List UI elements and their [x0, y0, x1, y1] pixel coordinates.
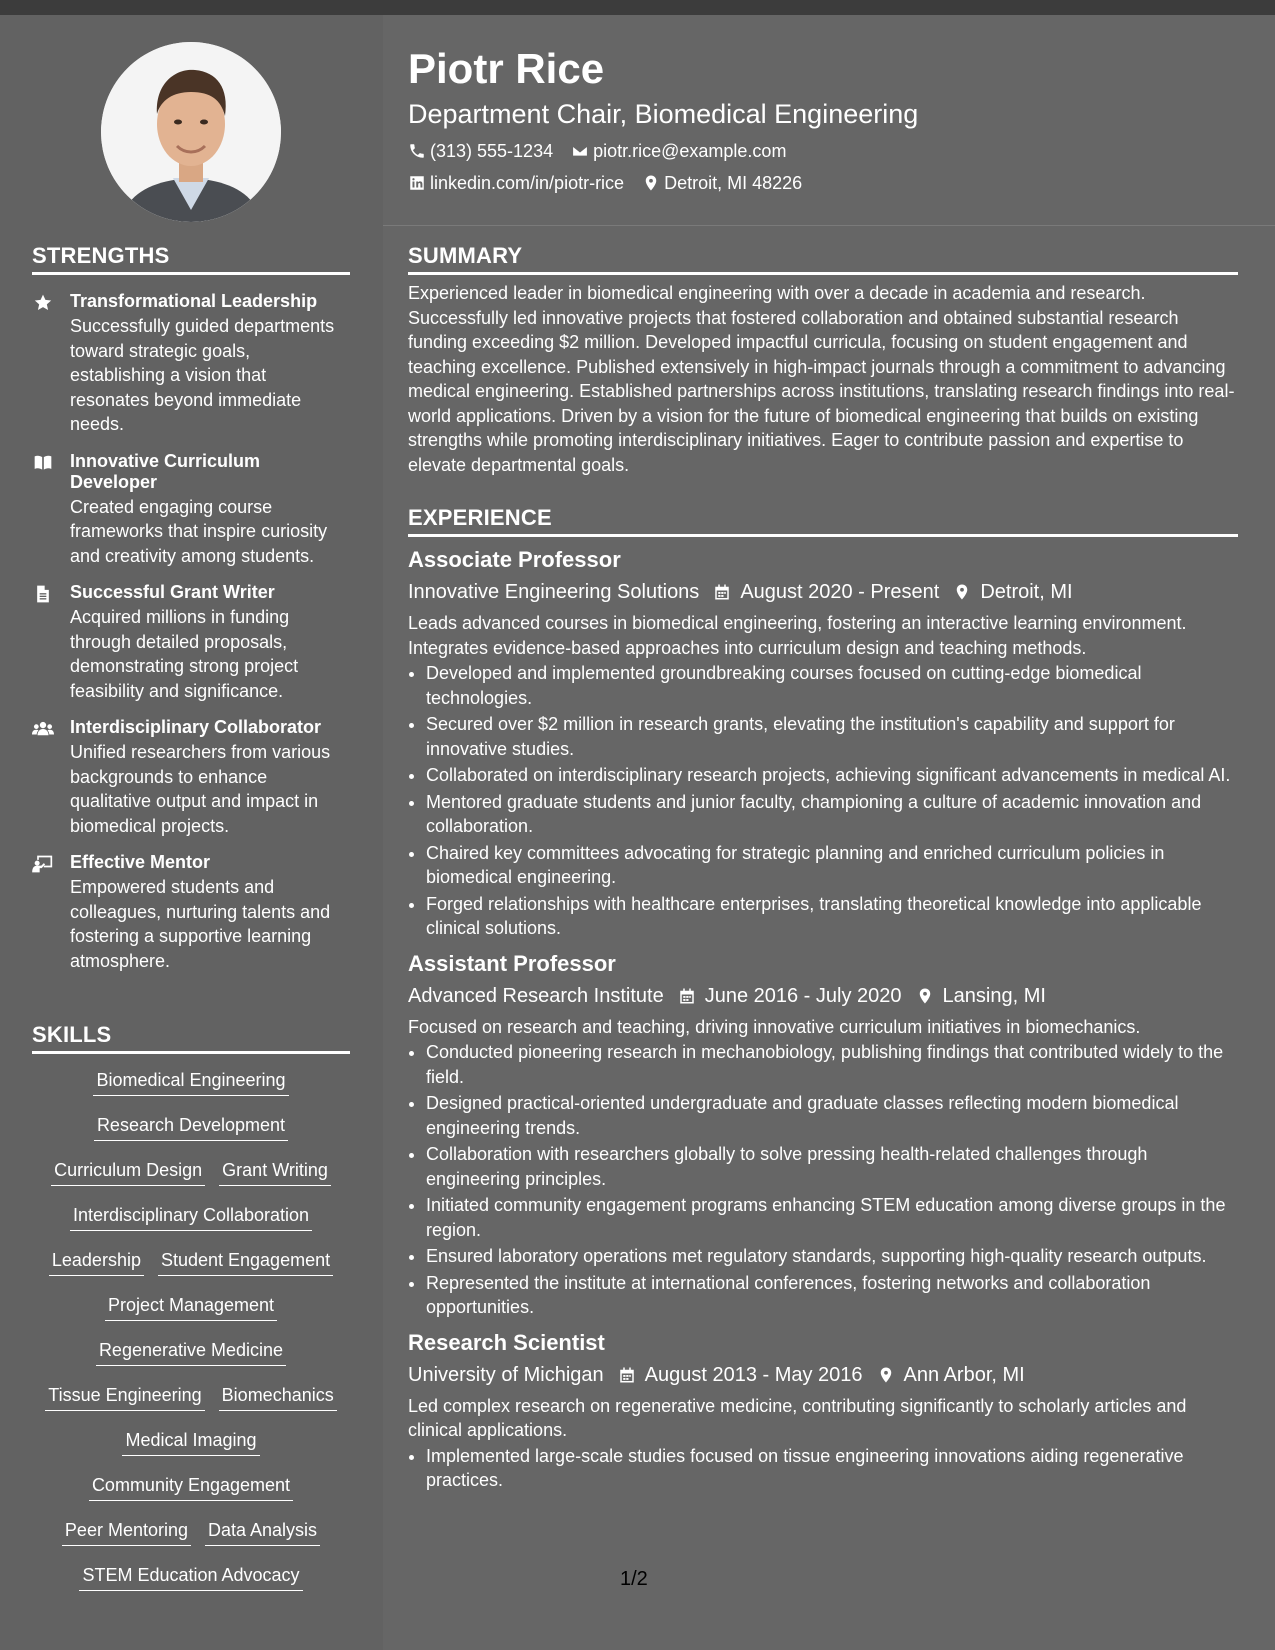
teacher-icon: [32, 852, 70, 973]
header-divider: [383, 225, 1275, 226]
skill-tag: Peer Mentoring: [62, 1514, 191, 1546]
job-description: Led complex research on regenerative medicine, contributing significantly to scholarly articles and clinical applications.: [408, 1395, 1187, 1440]
profile-photo: [101, 42, 281, 222]
summary-heading: SUMMARY: [408, 243, 1238, 275]
phone-text: (313) 555-1234: [430, 141, 554, 161]
job-dates: [678, 983, 902, 1009]
strength-description: Successfully guided departments toward strategic goals, establishing a vision that resonates beyond immediate needs.: [70, 316, 335, 434]
job-bullet: • Conducted pioneering research in mechanobiology, publishing findings that contributed widely to the field.: [426, 1040, 1238, 1089]
job-bullet: • Secured over $2 million in research grants, elevating the institution's capability and support for innovative studies.: [426, 712, 1238, 761]
envelope-icon: [571, 142, 589, 160]
map-pin-icon: [642, 174, 660, 192]
job-bullets: [408, 1040, 1238, 1320]
experience-heading: EXPERIENCE: [408, 505, 1238, 537]
job-bullet: • Initiated community engagement programs enhancing STEM education among diverse groups in the region.: [426, 1193, 1238, 1242]
linkedin-contact[interactable]: [408, 171, 624, 195]
header: [408, 43, 1258, 195]
job-title: Associate Professor: [408, 547, 621, 572]
job-dates-text: August 2020 - Present: [740, 581, 940, 603]
skill-tag: Leadership: [49, 1244, 144, 1276]
strength-description: Acquired millions in funding through detailed proposals, demonstrating strong project feasibility and significance.: [70, 607, 299, 701]
job-bullets: [408, 1444, 1238, 1493]
strength-title: Innovative Curriculum Developer: [70, 450, 261, 492]
skill-tag: Biomedical Engineering: [93, 1064, 288, 1096]
job-bullet: • Implemented large-scale studies focused on tissue engineering innovations aiding regenerative practices.: [426, 1444, 1238, 1493]
location-contact: [642, 171, 802, 195]
job-location-text: Ann Arbor, MI: [903, 1363, 1025, 1386]
sidebar: [0, 15, 383, 1650]
skills-heading: SKILLS: [32, 1022, 350, 1054]
candidate-title: Department Chair, Biomedical Engineering: [408, 99, 919, 129]
users-icon: [32, 717, 70, 838]
job-bullet: • Developed and implemented groundbreaking courses focused on cutting-edge biomedical technologies.: [426, 661, 1238, 710]
job-meta: [408, 579, 1238, 605]
job-meta: [408, 1362, 1238, 1388]
strength-description: Empowered students and colleagues, nurturing talents and fostering a supportive learning atmosphere.: [70, 877, 331, 971]
skill-tag: Student Engagement: [158, 1244, 333, 1276]
job-dates: [618, 1362, 863, 1388]
document-icon: [32, 582, 70, 703]
map-pin-icon: [953, 583, 971, 601]
job-title: Research Scientist: [408, 1329, 605, 1355]
summary-section: [408, 243, 1238, 477]
map-pin-icon: [916, 987, 934, 1005]
job-company: Advanced Research Institute: [408, 984, 664, 1007]
top-bar: [0, 0, 1275, 15]
skill-tag: Research Development: [94, 1109, 288, 1141]
job-meta: [408, 983, 1238, 1009]
star-icon: [32, 291, 70, 437]
job-bullet: • Ensured laboratory operations met regulatory standards, supporting high-quality research outputs.: [426, 1244, 1238, 1269]
job-entry: [408, 547, 1238, 941]
skill-tag: Grant Writing: [219, 1154, 331, 1186]
strength-title: Successful Grant Writer: [70, 582, 275, 602]
skills-section: [32, 1022, 350, 1604]
strength-description: Created engaging course frameworks that inspire curiosity and creativity among students.: [70, 496, 328, 566]
skill-tag: Data Analysis: [205, 1514, 320, 1546]
job-entry: [408, 1330, 1238, 1493]
strengths-section: [32, 243, 350, 973]
experience-section: [408, 505, 1238, 1495]
skill-tag: Community Engagement: [89, 1469, 293, 1501]
skill-tag: Regenerative Medicine: [96, 1334, 286, 1366]
skill-tag: Interdisciplinary Collaboration: [70, 1199, 312, 1231]
contact-row: [408, 171, 1258, 195]
skill-tag: Tissue Engineering: [45, 1379, 204, 1411]
job-dates: [713, 579, 939, 605]
strength-item: [32, 451, 350, 569]
job-company: University of Michigan: [408, 1363, 604, 1386]
contact-row: [408, 139, 1258, 163]
job-bullets: [408, 661, 1238, 941]
job-description: Focused on research and teaching, driving innovative curriculum initiatives in biomechanics.: [408, 1016, 1141, 1037]
profile-photo-image: [101, 42, 281, 222]
strength-item: [32, 291, 350, 437]
strength-item: [32, 582, 350, 703]
job-location-text: Lansing, MI: [942, 984, 1046, 1007]
job-bullet: • Mentored graduate students and junior faculty, championing a culture of academic innovation and collaboration.: [426, 790, 1238, 839]
strength-item: [32, 852, 350, 973]
skill-tag: STEM Education Advocacy: [79, 1559, 302, 1591]
job-dates-text: June 2016 - July 2020: [704, 984, 902, 1007]
skill-tag: Biomechanics: [219, 1379, 337, 1411]
job-bullet: • Collaborated on interdisciplinary research projects, achieving significant advancements in medical AI.: [426, 763, 1238, 788]
page-number: 1/2: [620, 1568, 648, 1590]
job-dates-text: August 2013 - May 2016: [644, 1363, 863, 1386]
job-company: Innovative Engineering Solutions: [408, 581, 700, 603]
skill-tag: Project Management: [105, 1289, 277, 1321]
phone-contact[interactable]: [408, 139, 553, 163]
skill-tag: Medical Imaging: [122, 1424, 259, 1456]
job-title: Assistant Professor: [408, 950, 616, 976]
strength-title: Interdisciplinary Collaborator: [70, 717, 322, 737]
book-icon: [32, 451, 70, 569]
summary-text: Experienced leader in biomedical engineering with over a decade in academia and research. Successfully led innovative projects that fostered collaboration and obtained substantial research funding exceeding $2 million. Developed impactful curricula, focusing on student engagement and teaching excellence. Published extensively in high-impact journals through a commitment to advancing medical engineering. Established partnerships across institutions, translating research findings into real-world applications. Driven by a vision for the future of biomedical engineering that builds on existing strengths while promoting interdisciplinary initiatives. Eager to contribute passion and expertise to elevate departmental goals.: [408, 283, 1235, 475]
strength-title: Transformational Leadership: [70, 291, 318, 311]
job-location: [877, 1362, 1025, 1388]
phone-icon: [408, 142, 426, 160]
strengths-heading: STRENGTHS: [32, 243, 350, 275]
main-content: [383, 15, 1275, 1650]
job-location-text: Detroit, MI: [980, 581, 1073, 603]
calendar-icon: [713, 583, 731, 601]
job-description: Leads advanced courses in biomedical engineering, fostering an interactive learning environment. Integrates evidence-based approaches into curriculum design and teaching methods.: [408, 613, 1187, 658]
candidate-name: Piotr Rice: [408, 45, 605, 92]
email-contact[interactable]: [571, 139, 786, 163]
job-location: [953, 579, 1072, 605]
linkedin-text: linkedin.com/in/piotr-rice: [430, 173, 625, 193]
skill-tag: Curriculum Design: [51, 1154, 205, 1186]
strength-title: Effective Mentor: [70, 852, 211, 872]
job-bullet: • Chaired key committees advocating for strategic planning and enriched curriculum policies in biomedical engineering.: [426, 841, 1238, 890]
email-text: piotr.rice@example.com: [593, 141, 787, 161]
job-entry: [408, 951, 1238, 1320]
job-bullet: • Designed practical-oriented undergraduate and graduate classes reflecting modern biomedical engineering trends.: [426, 1091, 1238, 1140]
strength-item: [32, 717, 350, 838]
strength-description: Unified researchers from various backgrounds to enhance qualitative output and impact in biomedical projects.: [70, 742, 331, 836]
location-text: Detroit, MI 48226: [664, 173, 803, 193]
calendar-icon: [678, 987, 696, 1005]
linkedin-icon: [408, 174, 426, 192]
job-location: [916, 983, 1046, 1009]
job-bullet: • Represented the institute at international conferences, fostering networks and collaboration opportunities.: [426, 1271, 1238, 1320]
calendar-icon: [618, 1366, 636, 1384]
job-bullet: • Collaboration with researchers globally to solve pressing health-related challenges through engineering principles.: [426, 1142, 1238, 1191]
map-pin-icon: [877, 1366, 895, 1384]
job-bullet: • Forged relationships with healthcare enterprises, translating theoretical knowledge into applicable clinical solutions.: [426, 892, 1238, 941]
skills-list: [32, 1064, 350, 1604]
